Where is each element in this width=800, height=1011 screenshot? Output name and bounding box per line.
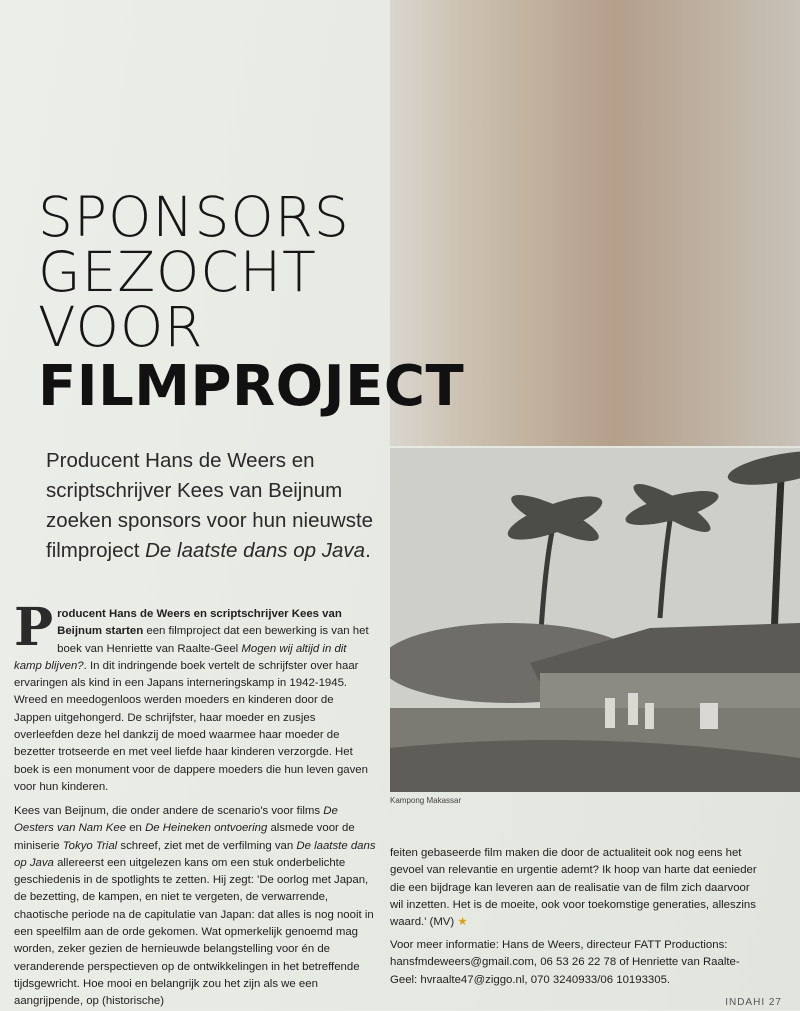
kampong-photo-illustration bbox=[390, 448, 800, 792]
article-text: schreef, ziet met de verfilming van bbox=[117, 839, 297, 852]
end-star-icon: ★ bbox=[457, 916, 468, 929]
page-folio: INDAHI 27 bbox=[725, 997, 782, 1008]
intro-paragraph bbox=[46, 446, 376, 566]
book-title: Mogen wij altijd in dit kamp blijven? bbox=[14, 642, 347, 672]
article-text: feiten gebaseerde film maken die door de actualiteit ook nog eens het gevoel van relevantie en urgentie ademt? Ik hoop van harte dat eenieder die een bijdrage kan leveren aan de realisatie van de film zich daarvoor wil inzetten. Het is de moeite, ook voor toekomstige generaties, alleszins waard.' (MV) bbox=[390, 847, 757, 929]
article-text: een filmproject dat een bewerking is van het boek van Henriette van Raalte-Geel bbox=[57, 625, 369, 655]
article-text: alsmede voor de miniserie bbox=[14, 822, 355, 852]
article-paragraph-1 bbox=[14, 597, 372, 796]
article-paragraph-2 bbox=[14, 803, 376, 1011]
intro-film-title: De laatste dans op Java bbox=[145, 539, 366, 562]
headline-line-3: VOOR bbox=[38, 295, 204, 359]
intro-text: Producent Hans de Weers en scriptschrijver Kees van Beijnum zoeken sponsors voor hun nieuwste filmproject bbox=[46, 449, 374, 562]
film-title: De laatste dans op Java bbox=[14, 839, 376, 869]
contact-info bbox=[390, 937, 762, 989]
series-title: Tokyo Trial bbox=[62, 839, 118, 852]
headline-line-4: FILMPROJECT bbox=[38, 354, 465, 419]
contact-text: Voor meer informatie: Hans de Weers, directeur FATT Productions: hansfmdeweers@gmail.com, 06 53 26 22 78 of Henriette van Raalte-Geel: hvraalte47@ziggo.nl, 070 3240933/06 10193305. bbox=[390, 939, 740, 986]
film-title: De Oesters van Nam Kee bbox=[14, 805, 338, 835]
film-title: De Heineken ontvoering bbox=[145, 822, 268, 835]
kampong-photo bbox=[390, 448, 800, 792]
article-text: Kees van Beijnum, die onder andere de scenario's voor films bbox=[14, 805, 324, 817]
headline-line-2: GEZOCHT bbox=[38, 240, 317, 304]
article-text: . In dit indringende boek vertelt de schrijfster over haar ervaringen als kind in een Japans interneringskamp in 1942-1945. Wreed en meedogenloos werden moeders en kinderen door de Jappen uitgehongerd. De schrijfster, haar moeder en zusjes overleefden deze hel dankzij de moed waarmee haar moeder de bezetter trotseerde en met veel liefde haar kinderen verzorgde. Het boek is een monument voor de dappere moeders die hun leven gaven voor hun kinderen. bbox=[14, 659, 368, 793]
headline-line-1: SPONSORS bbox=[38, 185, 350, 249]
article-text: en bbox=[126, 822, 146, 835]
article-lead: roducent Hans de Weers en scriptschrijver Kees van Beijnum starten bbox=[57, 608, 342, 638]
drop-cap: P bbox=[14, 597, 54, 658]
article-paragraph-3 bbox=[390, 845, 762, 931]
photo-caption: Kampong Makassar bbox=[390, 796, 462, 805]
intro-text-end: . bbox=[365, 539, 371, 562]
article-text: allereerst een uitgelezen kans om een stuk onderbelichte geschiedenis in de spotlights te zetten. Hij zegt: 'De oorlog met Japan, de bezetting, de kampen, en niet te vergeten, de verwarrende, chaotische periode na de capitulatie van Japan: dat alles is nog nooit in een speelfilm aan de orde gekomen. Wat opmerkelijk genoemd mag worden, zeker gezien de hernieuwde belangstelling voor én de veranderende perspectieven op de ontwikkelingen in het betreffende tijdsgewricht. Hoe mooi en belangrijk zou het zijn als we een aangrijpende, op (historische) bbox=[14, 856, 374, 1008]
headline bbox=[38, 185, 498, 419]
